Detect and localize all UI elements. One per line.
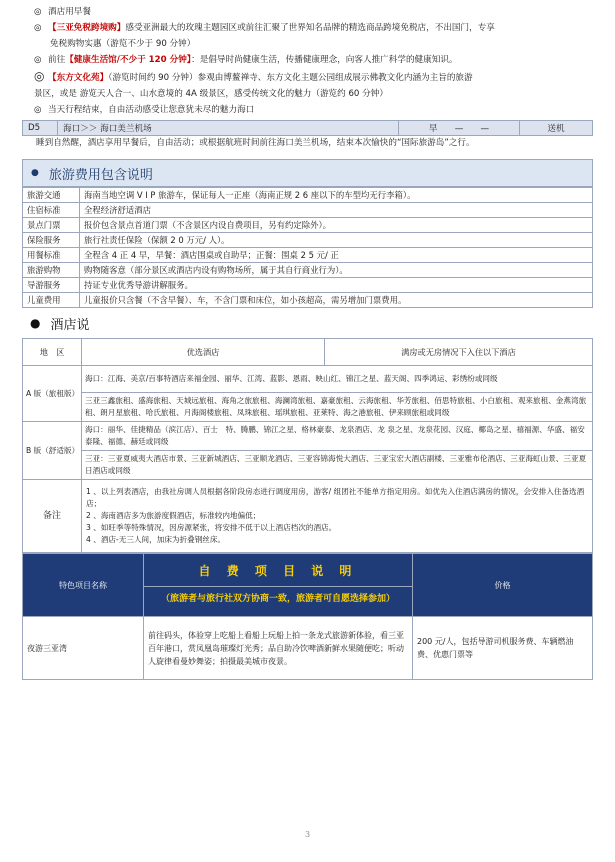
- itinerary-line: 免税购物实惠（游览不少于 90 分钟）: [50, 39, 196, 49]
- optional-title-cell: [144, 554, 413, 617]
- optional-header-row: [23, 554, 593, 617]
- version-a-haikou: 海口：江海、美京/百事特酒店来福金园、丽华、江湾、蓝影、恩雨、映山红、锦江之星、蓝天阁、四季鸿运、彩绣纷或同级: [82, 366, 593, 393]
- optional-item-name: 夜游三亚湾: [23, 617, 144, 680]
- note-line: 4 、酒店-无三人间，加床为折叠钢丝床。: [86, 535, 226, 544]
- circle-bullet-icon: ◎: [34, 7, 42, 17]
- bullet-dot-icon: ●: [31, 168, 39, 178]
- fee-row: [23, 293, 593, 308]
- fee-row-value: 旅行社责任保险（保额 2 0 万元/ 人）。: [80, 233, 593, 248]
- optional-title: 自 费 项 目 说 明: [198, 563, 358, 578]
- hotel-header-row: [23, 339, 593, 366]
- hotel-section-header: [22, 308, 593, 338]
- fee-row-key: 导游服务: [23, 278, 80, 293]
- itinerary-line: ◎ 【三亚免税跨境购】感受亚洲最大的玫瑰主题园区或前往汇聚了世界知名品牌的精选商品跨境免税店，不出国门，专享: [22, 20, 593, 36]
- version-b-haikou: 海口：丽华、佳捷精品（滨江店）、百士 特、腾鹏、锦江之星、格林豪泰、龙泉酒店、龙 泉之星、龙泉花园、汉庭、椰岛之星、禧福源、华盛、福安泰隆、福德、赫廷或同级: [82, 422, 593, 451]
- note-line: 2 、海南酒店多为旅游度假酒店，标准较内地偏低；: [86, 511, 261, 520]
- day5-header-row: [23, 121, 593, 136]
- fee-row-key: 旅游交通: [23, 188, 80, 203]
- day5-description: 睡到自然醒，酒店享用早餐后，自由活动；或根据航班时间前往海口美兰机场，结束本次愉快的“国际旅游岛”之行。: [36, 138, 475, 148]
- itinerary-line: ◎ 前往【健康生活馆/不少于 120 分钟】：是倡导时尚健康生活，传播健康理念，向客人推广科学的健康知识。: [22, 52, 593, 68]
- fee-row-key: 保险服务: [23, 233, 80, 248]
- circle-bullet-icon: ◎: [34, 23, 42, 33]
- itinerary-line: ◎ 当天行程结束，自由活动感受让您意犹未尽的魅力海口: [22, 102, 593, 118]
- note-label: 备注: [23, 480, 82, 553]
- fee-row: [23, 218, 593, 233]
- hotel-row: [23, 393, 593, 422]
- itinerary-line: ◎ 【东方文化苑】（游览时间约 90 分钟）参观由博鳌禅寺、东方文化主题公园组成展示佛教文化内涵为主旨的旅游: [34, 69, 473, 83]
- header-fallback: 满房或无房情况下入住以下酒店: [325, 339, 593, 366]
- circle-bullet-icon: ◎: [34, 105, 42, 115]
- hotel-row: [23, 366, 593, 393]
- optional-row: [23, 617, 593, 680]
- version-b-label: B 版（舒适版）: [23, 422, 82, 480]
- fee-row-key: 住宿标准: [23, 203, 80, 218]
- fee-row-key: 儿童费用: [23, 293, 80, 308]
- fee-row-value: 报价包含景点首道门票（不含景区内设自费项目，另有约定除外）。: [80, 218, 593, 233]
- fee-row-value: 儿童报价只含餐（不含早餐）、车，不含门票和床位，如小孩超高，需另增加门票费用。: [80, 293, 593, 308]
- header-divider: [144, 586, 412, 587]
- circle-bullet-icon: ◎: [34, 69, 45, 83]
- fee-row: [23, 263, 593, 278]
- fee-row-value: 全程经济舒适酒店: [80, 203, 593, 218]
- hotel-note-row: [23, 480, 593, 553]
- fee-table: [22, 187, 593, 308]
- header-preferred: 优选酒店: [82, 339, 325, 366]
- hotel-table: [22, 338, 593, 553]
- version-b-sanya: 三亚：三亚夏威夷大酒店市景、三亚新城酒店、三亚顺龙酒店、三亚容锦海悦大酒店、三亚宝宏大酒店副楼、三亚雅布伦酒店、三亚海虹山景、三亚夏日酒店或同级: [82, 451, 593, 480]
- fee-row: [23, 278, 593, 293]
- fee-row: [23, 188, 593, 203]
- optional-item-price: 200 元/人，包括导游司机服务费、车辆燃油费、优惠门票等: [413, 617, 593, 680]
- optional-col-name: 特色项目名称: [23, 554, 144, 617]
- page-number: 3: [304, 830, 311, 839]
- fee-row: [23, 248, 593, 263]
- optional-subtitle: （旅游者与旅行社双方协商一致，旅游者可自愿选择参加）: [160, 593, 395, 604]
- fee-row-value: 海南当地空调 V I P 旅游车，保证每人一正座（海南正规 2 6 座以下的车型均无行李箱）。: [80, 188, 593, 203]
- day-hotel: 送机: [520, 121, 593, 136]
- fee-row: [23, 233, 593, 248]
- fee-row-value: 购物随客意（部分景区或酒店内设有购物场所，属于其自行商业行为）。: [80, 263, 593, 278]
- day5-table: [22, 120, 593, 136]
- fee-section-header: [22, 159, 593, 187]
- fee-section-title: 旅游费用包含说明: [48, 167, 153, 183]
- bullet-dot-icon: ●: [30, 316, 41, 330]
- day-meals: 早 — —: [399, 121, 520, 136]
- itinerary-line: ◎ 酒店用早餐: [22, 4, 593, 20]
- day-route: 海口＞＞ 海口美兰机场: [58, 121, 399, 136]
- optional-table: [22, 553, 593, 680]
- circle-bullet-icon: ◎: [34, 55, 42, 65]
- fee-row-value: 持证专业优秀导游讲解服务。: [80, 278, 593, 293]
- day-label: D5: [23, 121, 58, 136]
- note-line: 3 、如旺季等特殊情况，因房源紧张，将安排不低于以上酒店档次的酒店。: [86, 523, 337, 532]
- fee-row-value: 全程含 4 正 4 早，早餐：酒店围桌或自助早；正餐：围桌 2 5 元/ 正: [80, 248, 593, 263]
- fee-row: [23, 203, 593, 218]
- itinerary-lines: [22, 0, 593, 118]
- version-a-sanya: 三亚三鑫旅租、盛海旅租、天城远旅租、海角之旅旅租、海澜湾旅租、嘉豪旅租、云海旅租、华芳旅租、佰思特旅租、小白旅租、观来旅租、金燕湾旅租、朗月星旅租、哈氏旅租、月海阁楼旅租、凤珠旅租、瑶琪旅租、亚莱特、海之港旅租、伊来顾旅租或同级: [82, 393, 593, 422]
- fee-row-key: 旅游购物: [23, 263, 80, 278]
- itinerary-line: 景区，或是 游览天人合一、山水意境的 4A 级景区，感受传统文化的魅力（游览约 60 分钟）: [34, 89, 388, 99]
- version-a-label: A 版（旅租版）: [23, 366, 82, 422]
- header-region: 地 区: [23, 339, 82, 366]
- hotel-row: [23, 451, 593, 480]
- fee-row-key: 景点门票: [23, 218, 80, 233]
- optional-item-desc: 前往码头，体验穿上吃船上看船上玩船上拍一条龙式旅游新体验，看三亚百年港口，赏凤凰岛璀璨灯光秀；品自助冷饮啤酒新鲜水果随便吃；听动人旋律看曼妙舞姿；拍摄最美城市夜景。: [144, 617, 413, 680]
- note-line: 1 、以上列表酒店，由我社房调人员根据各阶段房态进行调度用房，游客/ 组团社不能单方指定用房。如优先入住酒店满房的情况，会安排入住备选酒店；: [86, 487, 585, 508]
- note-content: [82, 480, 593, 553]
- hotel-row: [23, 422, 593, 451]
- optional-col-price: 价格: [413, 554, 593, 617]
- fee-row-key: 用餐标准: [23, 248, 80, 263]
- hotel-section-title: 酒店说: [50, 317, 90, 333]
